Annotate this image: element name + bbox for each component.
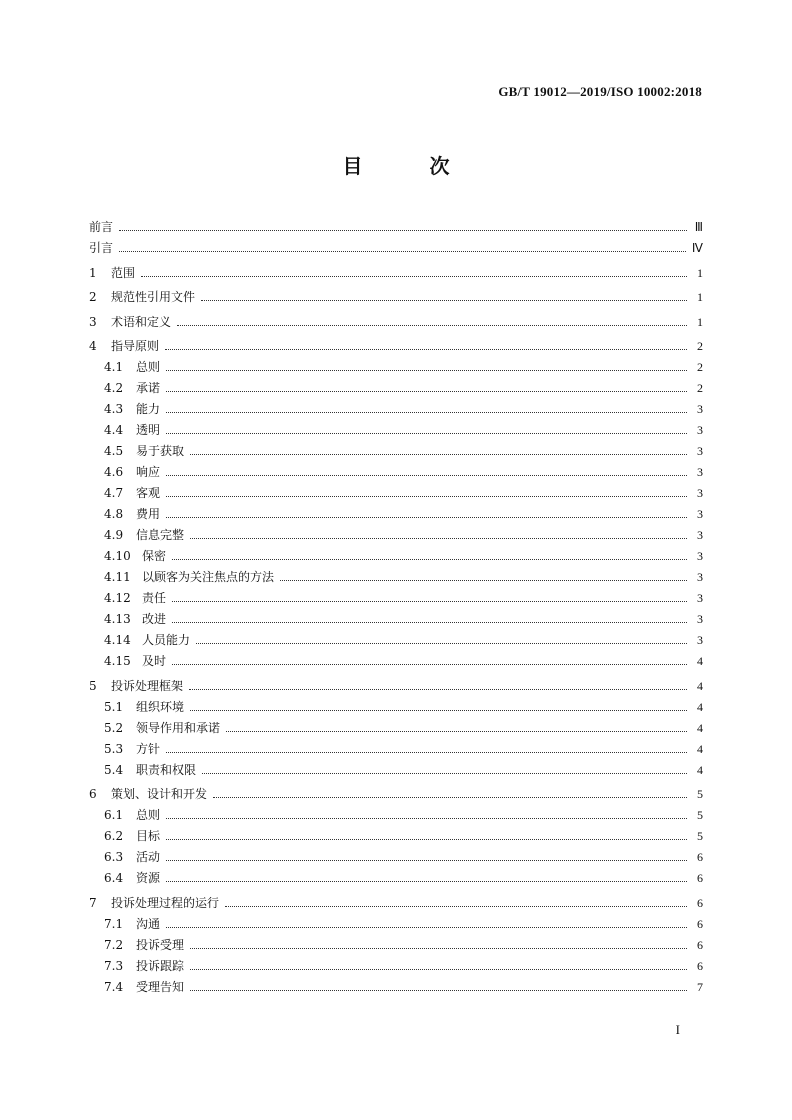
toc-entry-label: 方针 — [136, 741, 161, 756]
dot-leader — [166, 433, 687, 434]
toc-entry-page: Ⅳ — [691, 241, 703, 255]
toc-entry-page: 2 — [697, 381, 703, 395]
toc-entry[interactable] — [89, 379, 703, 400]
toc-entry-number: 5.1 — [104, 699, 124, 714]
dot-leader — [166, 412, 687, 413]
toc-entry-number: 7.4 — [104, 979, 124, 994]
toc-entry[interactable] — [89, 484, 703, 505]
toc-entry[interactable] — [89, 978, 703, 999]
toc-entry-page: 3 — [697, 423, 703, 437]
toc-entry-number: 5 — [89, 678, 97, 693]
toc-entry-page: 3 — [697, 507, 703, 521]
toc-entry-label: 能力 — [136, 402, 161, 416]
toc-entry[interactable] — [89, 288, 703, 309]
toc-entry-page: 6 — [697, 871, 703, 885]
dot-leader — [166, 818, 687, 819]
toc-entry[interactable] — [89, 740, 703, 761]
toc-entry-label: 透明 — [136, 423, 161, 437]
dot-leader — [225, 906, 687, 907]
toc-entry-number: 4.14 — [104, 633, 131, 647]
toc-entry-label: 沟通 — [136, 916, 161, 931]
toc-entry-page: 1 — [697, 314, 703, 329]
toc-entry[interactable] — [89, 442, 703, 463]
toc-entry-page: 3 — [697, 612, 703, 626]
dot-leader — [166, 517, 687, 518]
toc-entry-page: 2 — [697, 339, 703, 353]
dot-leader — [119, 251, 686, 252]
toc-entry-label: 前言 — [89, 220, 114, 234]
toc-entry-label: 组织环境 — [136, 699, 185, 714]
toc-entry[interactable] — [89, 719, 703, 740]
toc-entry-label: 规范性引用文件 — [111, 290, 196, 304]
toc-entry-number: 4.6 — [104, 465, 124, 479]
dot-leader — [213, 797, 687, 798]
toc-entry-label: 资源 — [136, 871, 161, 885]
toc-entry[interactable] — [89, 806, 703, 827]
toc-entry-number: 4.10 — [104, 549, 131, 563]
dot-leader — [119, 230, 687, 231]
toc-entry-number: 4.11 — [104, 570, 131, 584]
toc-entry-page: 3 — [697, 402, 703, 416]
toc-entry[interactable] — [89, 358, 703, 379]
toc-entry-page: 1 — [697, 265, 703, 280]
toc-entry-page: 3 — [697, 465, 703, 479]
toc-entry[interactable] — [89, 761, 703, 782]
toc-entry-label: 客观 — [136, 486, 161, 500]
toc-entry-label: 投诉处理过程的运行 — [111, 895, 220, 910]
toc-entry[interactable] — [89, 785, 703, 806]
toc-entry-page: 3 — [697, 528, 703, 542]
toc-entry-page: 4 — [697, 678, 703, 693]
toc-entry-label: 人员能力 — [142, 633, 191, 647]
toc-entry[interactable] — [89, 218, 703, 239]
toc-entry-label: 责任 — [142, 591, 167, 605]
toc-entry[interactable] — [89, 421, 703, 442]
toc-entry-number: 2 — [89, 290, 97, 304]
toc-entry[interactable] — [89, 568, 703, 589]
toc-entry-page: 1 — [697, 290, 703, 304]
toc-entry-number: 4.15 — [104, 654, 131, 668]
toc-entry-label: 领导作用和承诺 — [136, 720, 221, 735]
dot-leader — [166, 370, 687, 371]
toc-entry-number: 5.2 — [104, 720, 124, 735]
toc-entry-label: 总则 — [136, 808, 161, 822]
toc-entry-label: 引言 — [89, 241, 114, 255]
toc-entry-label: 响应 — [136, 465, 161, 479]
toc-entry-page: 5 — [697, 787, 703, 801]
toc-entry[interactable] — [89, 827, 703, 848]
dot-leader — [190, 990, 687, 991]
dot-leader — [190, 538, 687, 539]
toc-entry-number: 4.7 — [104, 486, 124, 500]
toc-entry-label: 易于获取 — [136, 444, 185, 458]
toc-entry-page: 3 — [697, 486, 703, 500]
toc-entry-label: 范围 — [111, 265, 136, 280]
dot-leader — [172, 601, 687, 602]
toc-entry-label: 保密 — [142, 549, 167, 563]
toc-entry-label: 策划、设计和开发 — [111, 787, 208, 801]
toc-entry-page: 2 — [697, 360, 703, 374]
toc-entry-label: 受理告知 — [136, 979, 185, 994]
toc-entry-label: 投诉处理框架 — [111, 678, 184, 693]
toc-entry-number: 4.8 — [104, 507, 124, 521]
toc-entry-page: 6 — [697, 850, 703, 864]
toc-entry-page: 4 — [697, 720, 703, 735]
dot-leader — [166, 752, 687, 753]
toc-entry-page: 4 — [697, 762, 703, 777]
toc-entry-number: 1 — [89, 265, 97, 280]
toc-entry-number: 3 — [89, 314, 97, 329]
toc-entry-number: 4.3 — [104, 402, 124, 416]
toc-entry[interactable] — [89, 894, 703, 915]
toc-entry[interactable] — [89, 915, 703, 936]
dot-leader — [172, 559, 687, 560]
toc-entry[interactable] — [89, 589, 703, 610]
toc-entry-page: 5 — [697, 808, 703, 822]
toc-entry-page: 7 — [697, 979, 703, 994]
toc-entry-number: 4.2 — [104, 381, 124, 395]
toc-entry[interactable] — [89, 463, 703, 484]
footer-page-number: I — [675, 1022, 680, 1037]
toc-entry[interactable] — [89, 264, 703, 285]
toc-entry-number: 4.1 — [104, 360, 124, 374]
dot-leader — [166, 881, 687, 882]
toc-entry-label: 目标 — [136, 829, 161, 843]
toc-entry-number: 4.5 — [104, 444, 124, 458]
dot-leader — [226, 731, 687, 732]
dot-leader — [190, 969, 687, 970]
dot-leader — [172, 664, 687, 665]
toc-entry-page: 4 — [697, 654, 703, 668]
dot-leader — [166, 860, 687, 861]
dot-leader — [190, 454, 687, 455]
toc-entry-label: 以顾客为关注焦点的方法 — [142, 570, 275, 584]
toc-entry-page: 4 — [697, 699, 703, 714]
toc-entry-number: 5.3 — [104, 741, 124, 756]
dot-leader — [172, 622, 687, 623]
toc-entry-number: 6 — [89, 787, 97, 801]
toc-entry-label: 承诺 — [136, 381, 161, 395]
toc-entry[interactable] — [89, 610, 703, 631]
table-of-contents — [89, 218, 703, 999]
toc-entry-page: 6 — [697, 958, 703, 973]
toc-entry-number: 6.3 — [104, 850, 124, 864]
toc-entry-number: 4 — [89, 339, 97, 353]
toc-entry-label: 指导原则 — [111, 339, 160, 353]
toc-entry-number: 5.4 — [104, 762, 124, 777]
toc-entry-label: 信息完整 — [136, 528, 185, 542]
toc-entry-number: 7.3 — [104, 958, 124, 973]
dot-leader — [166, 927, 687, 928]
toc-entry-label: 活动 — [136, 850, 161, 864]
toc-entry-label: 改进 — [142, 612, 167, 626]
toc-entry[interactable] — [89, 400, 703, 421]
toc-entry[interactable] — [89, 337, 703, 358]
toc-entry-label: 费用 — [136, 507, 161, 521]
toc-entry-label: 术语和定义 — [111, 314, 172, 329]
toc-entry-number: 6.4 — [104, 871, 124, 885]
dot-leader — [189, 689, 687, 690]
toc-entry-number: 4.13 — [104, 612, 131, 626]
toc-entry-number: 7.1 — [104, 916, 124, 931]
toc-entry[interactable] — [89, 698, 703, 719]
toc-entry[interactable] — [89, 313, 703, 334]
toc-entry-page: 3 — [697, 444, 703, 458]
toc-entry-label: 总则 — [136, 360, 161, 374]
toc-entry-page: 3 — [697, 570, 703, 584]
toc-entry-number: 7.2 — [104, 937, 124, 952]
dot-leader — [190, 710, 687, 711]
toc-entry[interactable] — [89, 631, 703, 652]
toc-entry-number: 6.1 — [104, 808, 124, 822]
dot-leader — [166, 496, 687, 497]
dot-leader — [165, 349, 687, 350]
toc-entry-page: 6 — [697, 937, 703, 952]
toc-entry[interactable] — [89, 526, 703, 547]
toc-entry[interactable] — [89, 652, 703, 673]
toc-entry-number: 6.2 — [104, 829, 124, 843]
toc-entry-page: Ⅲ — [694, 220, 703, 234]
toc-entry[interactable] — [89, 547, 703, 568]
toc-entry[interactable] — [89, 957, 703, 978]
toc-entry-label: 职责和权限 — [136, 762, 197, 777]
toc-entry[interactable] — [89, 936, 703, 957]
dot-leader — [280, 580, 687, 581]
dot-leader — [166, 391, 687, 392]
toc-entry[interactable] — [89, 869, 703, 890]
toc-entry-number: 4.4 — [104, 423, 124, 437]
toc-entry[interactable] — [89, 848, 703, 869]
dot-leader — [202, 773, 687, 774]
toc-entry[interactable] — [89, 677, 703, 698]
toc-entry-page: 4 — [697, 741, 703, 756]
dot-leader — [166, 475, 687, 476]
toc-entry-number: 7 — [89, 895, 97, 910]
toc-entry-label: 及时 — [142, 654, 167, 668]
dot-leader — [166, 839, 687, 840]
toc-entry-number: 4.12 — [104, 591, 131, 605]
page-title: 目 次 — [342, 154, 480, 178]
standard-code: GB/T 19012—2019/ISO 10002:2018 — [498, 84, 702, 99]
dot-leader — [190, 948, 687, 949]
dot-leader — [177, 325, 687, 326]
dot-leader — [196, 643, 687, 644]
toc-entry-page: 3 — [697, 633, 703, 647]
toc-entry[interactable] — [89, 505, 703, 526]
dot-leader — [141, 276, 687, 277]
toc-entry[interactable] — [89, 239, 703, 260]
toc-entry-number: 4.9 — [104, 528, 124, 542]
toc-entry-page: 6 — [697, 916, 703, 931]
toc-entry-label: 投诉受理 — [136, 937, 185, 952]
toc-entry-page: 5 — [697, 829, 703, 843]
toc-entry-page: 6 — [697, 895, 703, 910]
toc-entry-label: 投诉跟踪 — [136, 958, 185, 973]
toc-entry-page: 3 — [697, 549, 703, 563]
dot-leader — [201, 300, 687, 301]
toc-entry-page: 3 — [697, 591, 703, 605]
